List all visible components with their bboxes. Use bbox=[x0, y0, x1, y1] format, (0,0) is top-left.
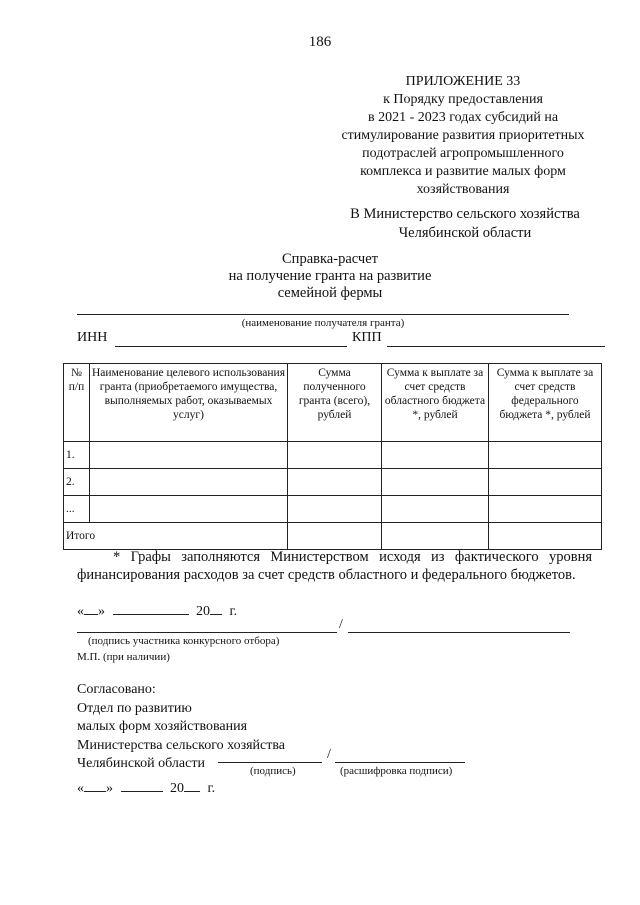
page-number: 186 bbox=[308, 34, 332, 50]
row-number: 2. bbox=[64, 469, 90, 496]
row-number: 1. bbox=[64, 442, 90, 469]
signature-separator: / bbox=[339, 617, 343, 632]
addressee bbox=[310, 205, 620, 243]
document-title-line: на получение гранта на развитие bbox=[228, 268, 432, 284]
month-field[interactable] bbox=[113, 602, 189, 615]
approval-date-line: « » 20 г. bbox=[77, 781, 216, 796]
approval-block bbox=[77, 681, 285, 774]
approver-decode-caption: (расшифровка подписи) bbox=[340, 765, 453, 777]
month-field[interactable] bbox=[121, 779, 163, 792]
table-cell[interactable] bbox=[382, 523, 489, 550]
approver-sign-caption: (подпись) bbox=[250, 765, 296, 777]
column-header: Наименование целевого использования гранта (приобретаемого имущества, выполняемых работ, оказываемых услуг) bbox=[90, 364, 288, 442]
table-cell[interactable] bbox=[489, 523, 602, 550]
table-cell[interactable] bbox=[288, 523, 382, 550]
table-cell[interactable] bbox=[489, 442, 602, 469]
table-cell[interactable] bbox=[288, 469, 382, 496]
participant-signature-field[interactable] bbox=[77, 632, 337, 633]
appendix-line: к Порядку предоставления bbox=[383, 92, 543, 107]
signature-caption: (подпись участника конкурсного отбора) bbox=[88, 635, 280, 647]
addressee-line: В Министерство сельского хозяйства bbox=[350, 206, 580, 222]
document-title bbox=[150, 251, 510, 302]
table-row bbox=[64, 442, 602, 469]
table-cell[interactable] bbox=[90, 469, 288, 496]
table-cell[interactable] bbox=[382, 496, 489, 523]
appendix-block bbox=[318, 73, 608, 199]
table-row bbox=[64, 496, 602, 523]
day-field[interactable] bbox=[84, 602, 98, 615]
year-field[interactable] bbox=[184, 779, 200, 792]
appendix-line: хозяйствования bbox=[416, 182, 510, 197]
approval-line: Челябинской области bbox=[77, 756, 205, 771]
kpp-field[interactable] bbox=[387, 346, 605, 347]
day-field[interactable] bbox=[84, 779, 106, 792]
document-title-line: семейной фермы bbox=[277, 285, 383, 301]
total-label: Итого bbox=[64, 523, 288, 550]
appendix-line: комплекса и развитие малых форм bbox=[360, 164, 566, 179]
inn-field[interactable] bbox=[115, 346, 347, 347]
approval-line: Министерства сельского хозяйства bbox=[77, 737, 286, 753]
year-field[interactable] bbox=[210, 602, 222, 615]
appendix-line: стимулирование развития приоритетных bbox=[341, 128, 585, 143]
approval-line: Отдел по развитию bbox=[77, 700, 192, 716]
appendix-line: в 2021 - 2023 годах субсидий на bbox=[367, 110, 559, 125]
table-header-row bbox=[64, 364, 602, 442]
table-cell[interactable] bbox=[90, 442, 288, 469]
table-total-row bbox=[64, 523, 602, 550]
table-cell[interactable] bbox=[489, 496, 602, 523]
document-title-line: Справка-расчет bbox=[282, 251, 378, 267]
inn-label: ИНН bbox=[77, 330, 108, 345]
appendix-line: подотраслей агропромышленного bbox=[362, 146, 564, 161]
table-cell[interactable] bbox=[382, 469, 489, 496]
table-cell[interactable] bbox=[382, 442, 489, 469]
footnote: * Графы заполняются Министерством исходя из фактического уровня финансирования расходов за счет средств областного и федерального бюджетов. bbox=[77, 549, 592, 583]
column-header: Сумма полученного гранта (всего), рублей bbox=[288, 364, 382, 442]
approver-signature-field[interactable] bbox=[218, 762, 322, 763]
signature-separator: / bbox=[327, 747, 331, 762]
kpp-label: КПП bbox=[352, 330, 382, 345]
stamp-note: М.П. (при наличии) bbox=[77, 651, 170, 663]
recipient-name-field[interactable] bbox=[77, 314, 569, 315]
table-row bbox=[64, 469, 602, 496]
date-line: « » 20 г. bbox=[77, 604, 238, 619]
grant-calculation-table bbox=[63, 363, 602, 550]
approver-name-field[interactable] bbox=[335, 762, 465, 763]
table-cell[interactable] bbox=[288, 442, 382, 469]
column-header: № п/п bbox=[64, 364, 90, 442]
table-cell[interactable] bbox=[489, 469, 602, 496]
addressee-line: Челябинской области bbox=[398, 225, 532, 241]
table-cell[interactable] bbox=[288, 496, 382, 523]
row-number: ... bbox=[64, 496, 90, 523]
participant-name-field[interactable] bbox=[348, 632, 570, 633]
table-cell[interactable] bbox=[90, 496, 288, 523]
approval-line: малых форм хозяйствования bbox=[77, 719, 248, 734]
appendix-title: ПРИЛОЖЕНИЕ 33 bbox=[405, 74, 521, 89]
column-header: Сумма к выплате за счет средств областного бюджета *, рублей bbox=[382, 364, 489, 442]
approval-label: Согласовано: bbox=[77, 682, 156, 697]
column-header: Сумма к выплате за счет средств федерального бюджета *, рублей bbox=[489, 364, 602, 442]
recipient-caption: (наименование получателя гранта) bbox=[241, 317, 405, 329]
